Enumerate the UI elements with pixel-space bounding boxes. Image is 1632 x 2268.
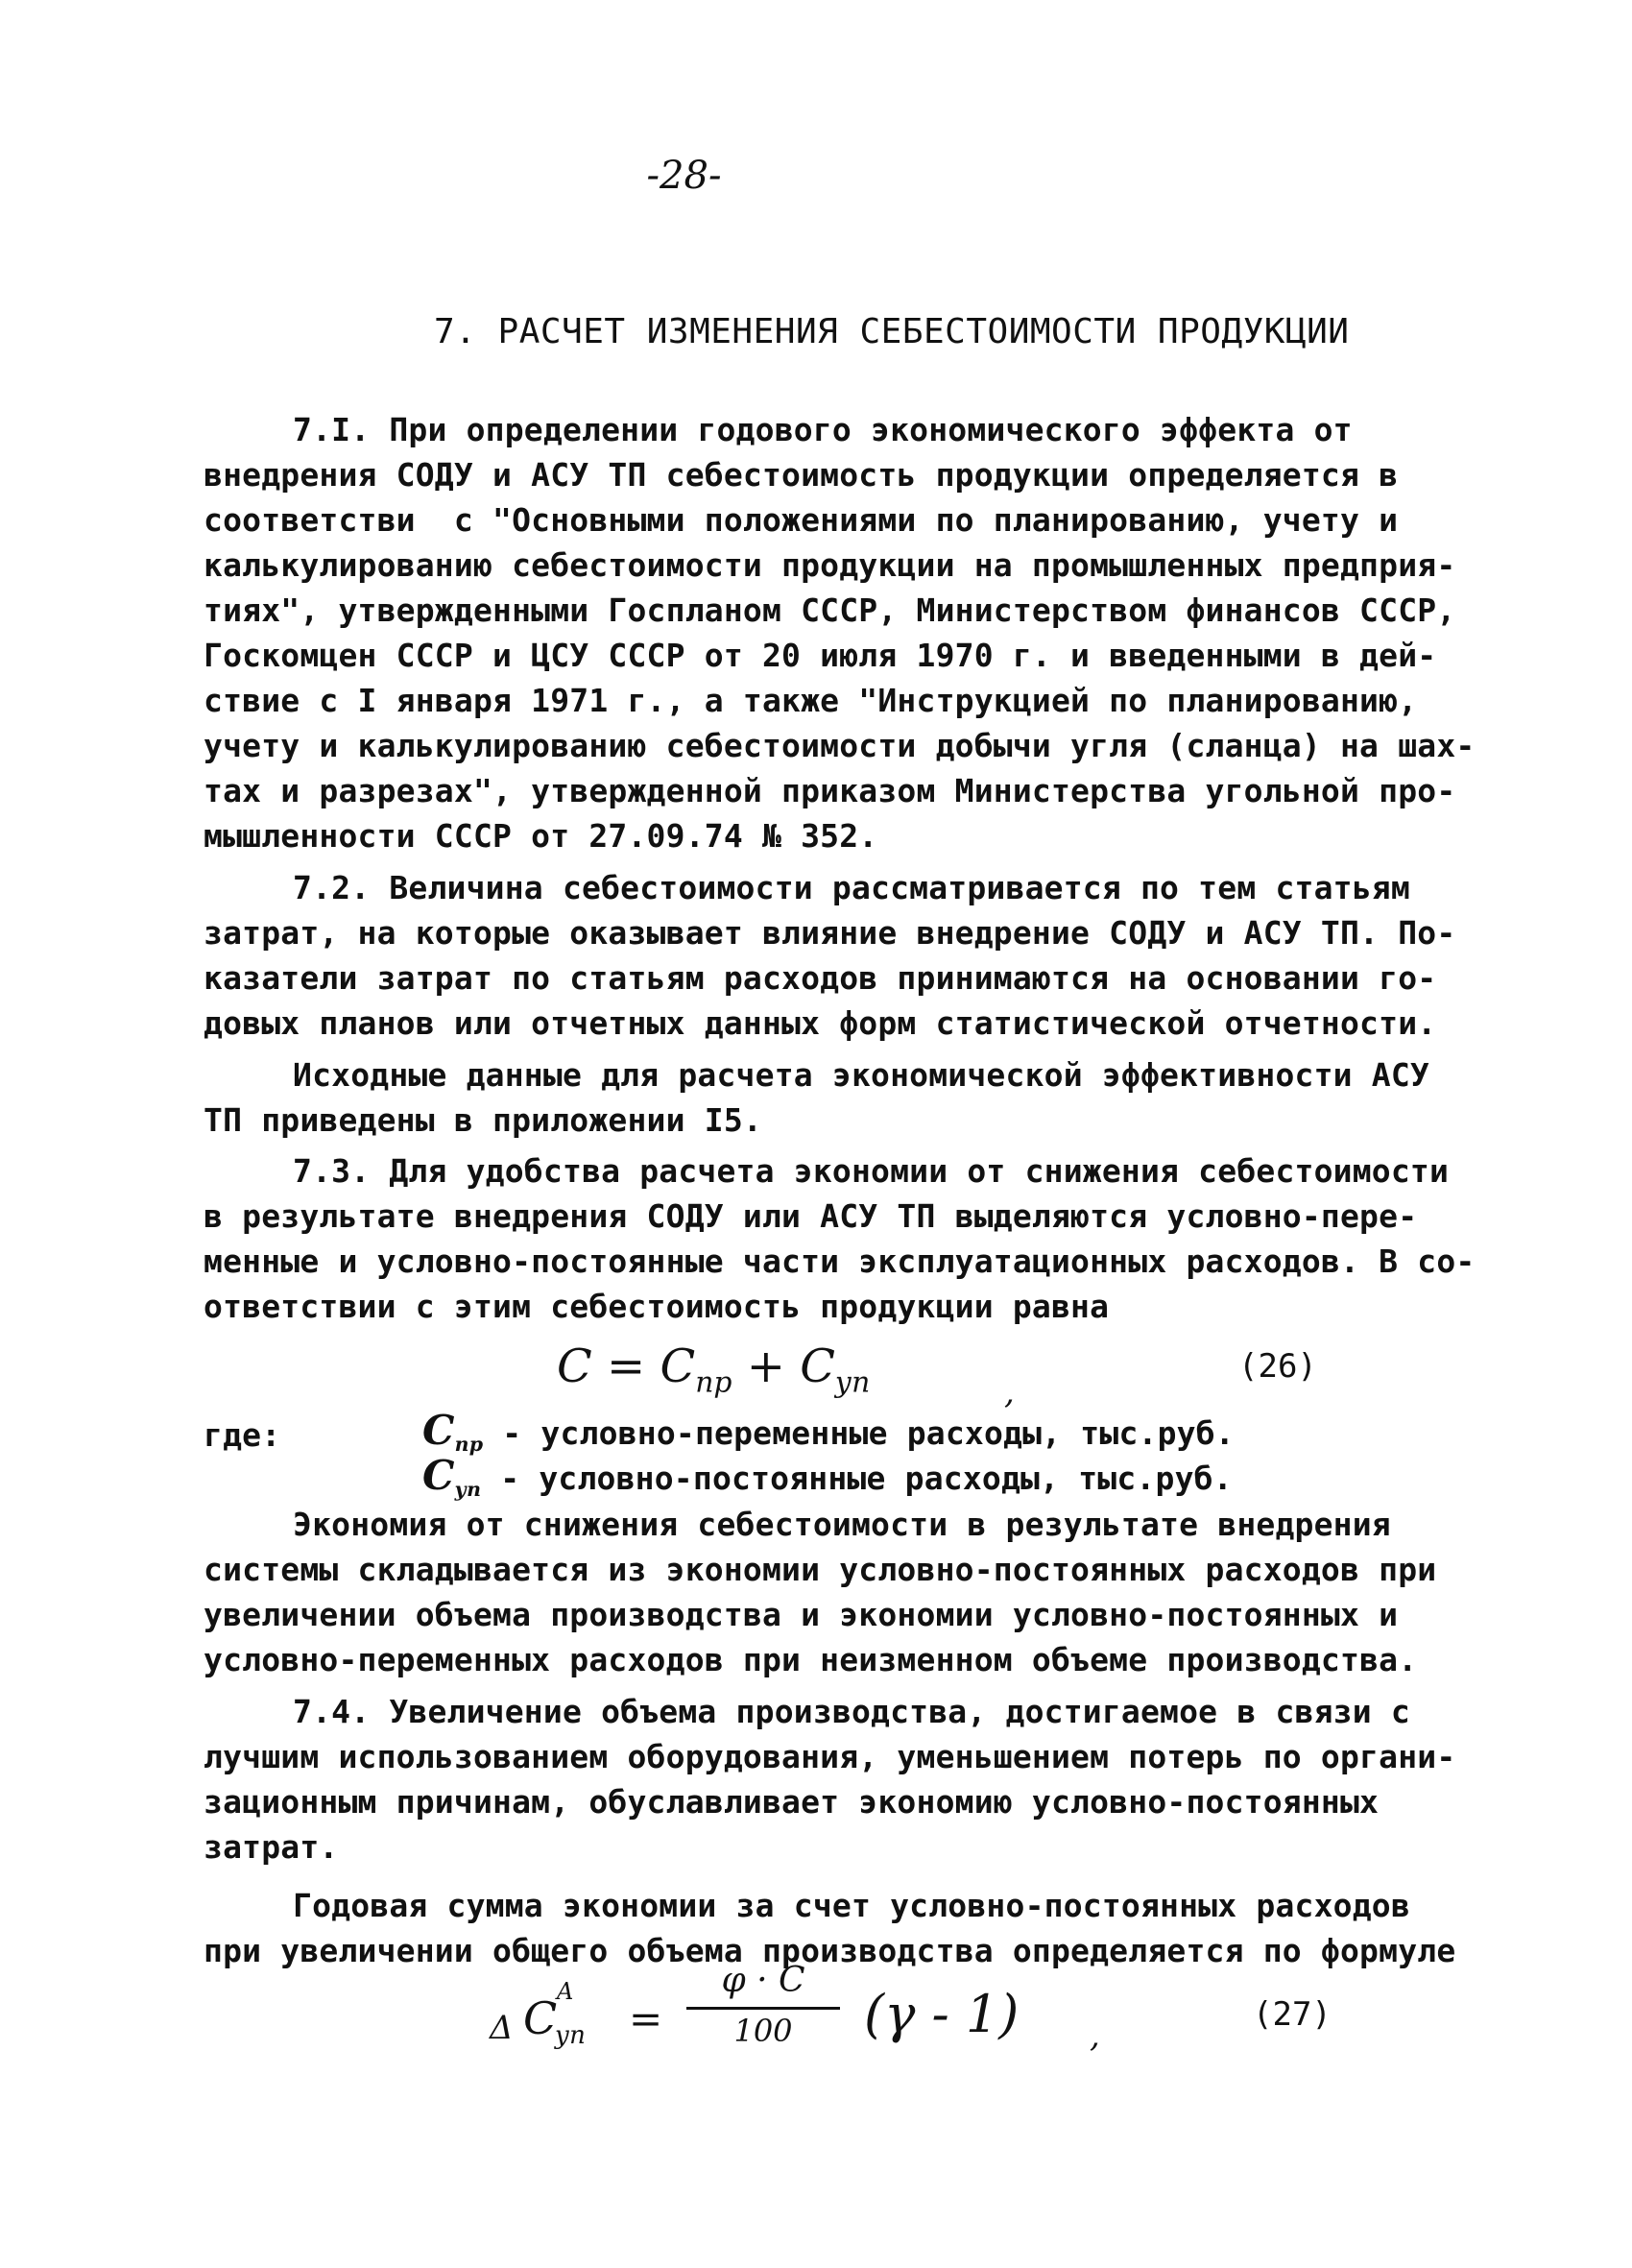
text-line: тиях", утвержденными Госпланом СССР, Министерством финансов СССР,	[204, 591, 1456, 629]
equation-number-27: (27)	[1253, 1995, 1332, 2034]
definition-1-symbol-sub: пр	[454, 1433, 484, 1457]
text-line: менные и условно-постоянные части эксплуатационных расходов. В со-	[204, 1243, 1476, 1280]
formula-27-sub: уп	[555, 2021, 586, 2050]
formula-27-sup: A	[557, 1978, 574, 2005]
text-line: ствие с I января 1971 г., а также "Инструкцией по планированию,	[204, 682, 1418, 719]
formula-27-paren: (γ - 1)	[864, 1984, 1020, 2044]
text-line: 7.I. При определении годового экономического эффекта от	[293, 411, 1353, 448]
equation-number-26: (26)	[1238, 1347, 1317, 1386]
text-line: Годовая сумма экономии за счет условно-постоянных расходов	[293, 1887, 1410, 1924]
definition-2-symbol: C	[422, 1452, 455, 1499]
formula-26-term2-sub: уп	[834, 1365, 871, 1400]
text-line: 7.2. Величина себестоимости рассматривается по тем статьям	[293, 869, 1410, 906]
definition-line-1	[422, 1407, 1235, 1456]
formula-26	[557, 1339, 870, 1399]
text-line: мышленности СССР от 27.09.74 № 352.	[204, 817, 878, 855]
text-line: ответствии с этим себестоимость продукции равна	[204, 1288, 1110, 1325]
text-line: Экономия от снижения себестоимости в результате внедрения	[293, 1506, 1391, 1543]
definition-2-symbol-sub: уп	[454, 1478, 482, 1502]
text-line: затрат.	[204, 1828, 339, 1866]
formula-26-plus: +	[746, 1339, 785, 1393]
formula-27-fraction-bar	[686, 2007, 840, 2010]
section-heading: 7. РАСЧЕТ ИЗМЕНЕНИЯ СЕБЕСТОИМОСТИ ПРОДУКЦИИ	[434, 312, 1350, 351]
text-line: тах и разрезах", утвержденной приказом Министерства угольной про-	[204, 772, 1456, 809]
definition-1-symbol: C	[422, 1407, 455, 1454]
formula-26-eq: =	[607, 1339, 646, 1393]
text-line: учету и калькулированию себестоимости добычи угля (сланца) на шах-	[204, 727, 1476, 764]
text-line: 7.3. Для удобства расчета экономии от снижения себестоимости	[293, 1152, 1450, 1190]
text-line: условно-переменных расходов при неизменном объеме производства.	[204, 1641, 1418, 1678]
text-line: увеличении объема производства и экономии условно-постоянных и	[204, 1596, 1399, 1633]
where-label: где:	[204, 1416, 281, 1454]
text-line: лучшим использованием оборудования, уменьшением потерь по органи-	[204, 1738, 1456, 1775]
definition-2-text: - условно-постоянные расходы, тыс.руб.	[500, 1460, 1233, 1497]
formula-27-denominator: 100	[733, 2013, 793, 2049]
text-line: ТП приведены в приложении I5.	[204, 1101, 762, 1139]
formula-27-numerator: φ · C	[721, 1961, 805, 2000]
text-line: Исходные данные для расчета экономической эффективности АСУ	[293, 1056, 1429, 1094]
text-line: системы складывается из экономии условно-постоянных расходов при	[204, 1551, 1437, 1588]
formula-26-term1-sub: пр	[695, 1365, 732, 1400]
text-line: калькулированию себестоимости продукции на промышленных предприя-	[204, 546, 1456, 584]
formula-27-comma: ,	[1090, 2016, 1100, 2055]
text-line: в результате внедрения СОДУ или АСУ ТП выделяются условно-пере-	[204, 1197, 1418, 1235]
text-line: при увеличении общего объема производства определяется по формуле	[204, 1932, 1456, 1969]
formula-27-eq: =	[629, 1995, 663, 2042]
text-line: Госкомцен СССР и ЦСУ СССР от 20 июля 1970 г. и введенными в дей-	[204, 637, 1437, 674]
formula-27-symbol: C	[523, 1992, 558, 2044]
page-number: -28-	[646, 154, 722, 198]
formula-26-term2: C	[800, 1339, 835, 1393]
text-line: довых планов или отчетных данных форм статистической отчетности.	[204, 1004, 1437, 1042]
text-line: затрат, на которые оказывает влияние внедрение СОДУ и АСУ ТП. По-	[204, 914, 1456, 952]
formula-27-delta: Δ	[490, 2009, 514, 2047]
text-line: соответстви с "Основными положениями по планированию, учету и	[204, 501, 1399, 539]
formula-26-term1: C	[660, 1339, 696, 1393]
text-line: зационным причинам, обуславливает экономию условно-постоянных	[204, 1783, 1380, 1821]
text-line: внедрения СОДУ и АСУ ТП себестоимость продукции определяется в	[204, 456, 1399, 494]
text-line: 7.4. Увеличение объема производства, достигаемое в связи с	[293, 1693, 1410, 1730]
formula-26-lhs: C	[557, 1339, 592, 1393]
text-line: казатели затрат по статьям расходов принимаются на основании го-	[204, 959, 1437, 997]
definition-line-2	[422, 1452, 1233, 1501]
formula-26-comma: ,	[1004, 1373, 1015, 1411]
definition-1-text: - условно-переменные расходы, тыс.руб.	[502, 1414, 1235, 1452]
